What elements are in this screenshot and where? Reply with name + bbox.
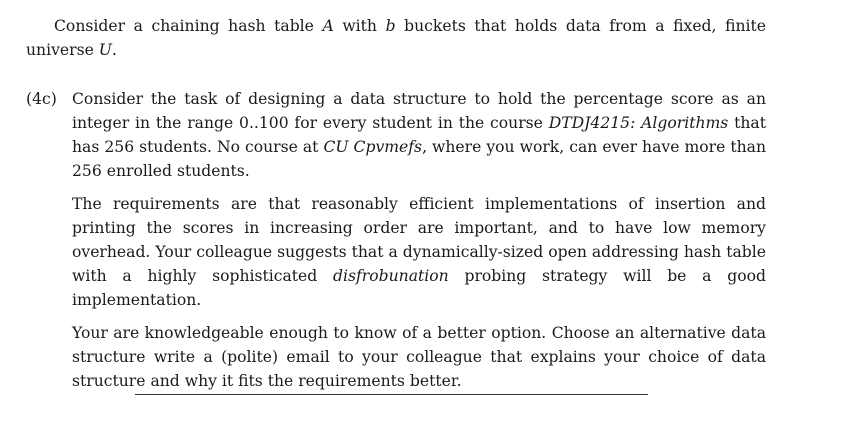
q-p1-text-2: that has 256 students. No course at [72, 114, 767, 156]
q-p2-text-1: The requirements are that reasonably efficient implementations of insertion and printing the scores in increasing order are important, and to have low memory overhead. Your colleague suggests that a dynamically-sized open addressing hash table with a highly sophisticated [72, 195, 766, 285]
answer-line[interactable] [135, 394, 648, 395]
probing-term: disfrobunation [333, 267, 449, 285]
question-label: (4c) [26, 90, 57, 108]
school-name: CU Cpvmefs [323, 138, 423, 156]
course-name: DTDJ4215: Algorithms [548, 114, 729, 132]
q-p1-text-3: , where you work, can ever have more than 256 enrolled students. [72, 138, 766, 180]
intro-text-3: buckets that holds data from a fixed, finite universe [26, 17, 766, 59]
question-paragraph-2 [72, 192, 766, 312]
question-4c [26, 87, 766, 402]
q-p1-text-1: Consider the task of designing a data structure to hold the percentage score as an integer in the range 0..100 for every student in the course [72, 90, 766, 132]
var-u: U [98, 41, 112, 59]
intro-text-1: Consider a chaining hash table [54, 17, 323, 35]
question-paragraph-3: Your are knowledgeable enough to know of a better option. Choose an alternative data structure write a (polite) email to your colleague that explains your choice of data structure and why it fits the requirements better. [72, 324, 766, 390]
q-p2-text-2: probing strategy will be a good implementation. [72, 267, 766, 309]
var-a: A [322, 17, 334, 35]
question-paragraph-1 [72, 87, 766, 183]
intro-text-4: . [111, 41, 117, 59]
intro-paragraph [26, 14, 766, 62]
question-body [72, 87, 766, 393]
var-b: b [385, 17, 396, 35]
intro-text-2: with [333, 17, 386, 35]
